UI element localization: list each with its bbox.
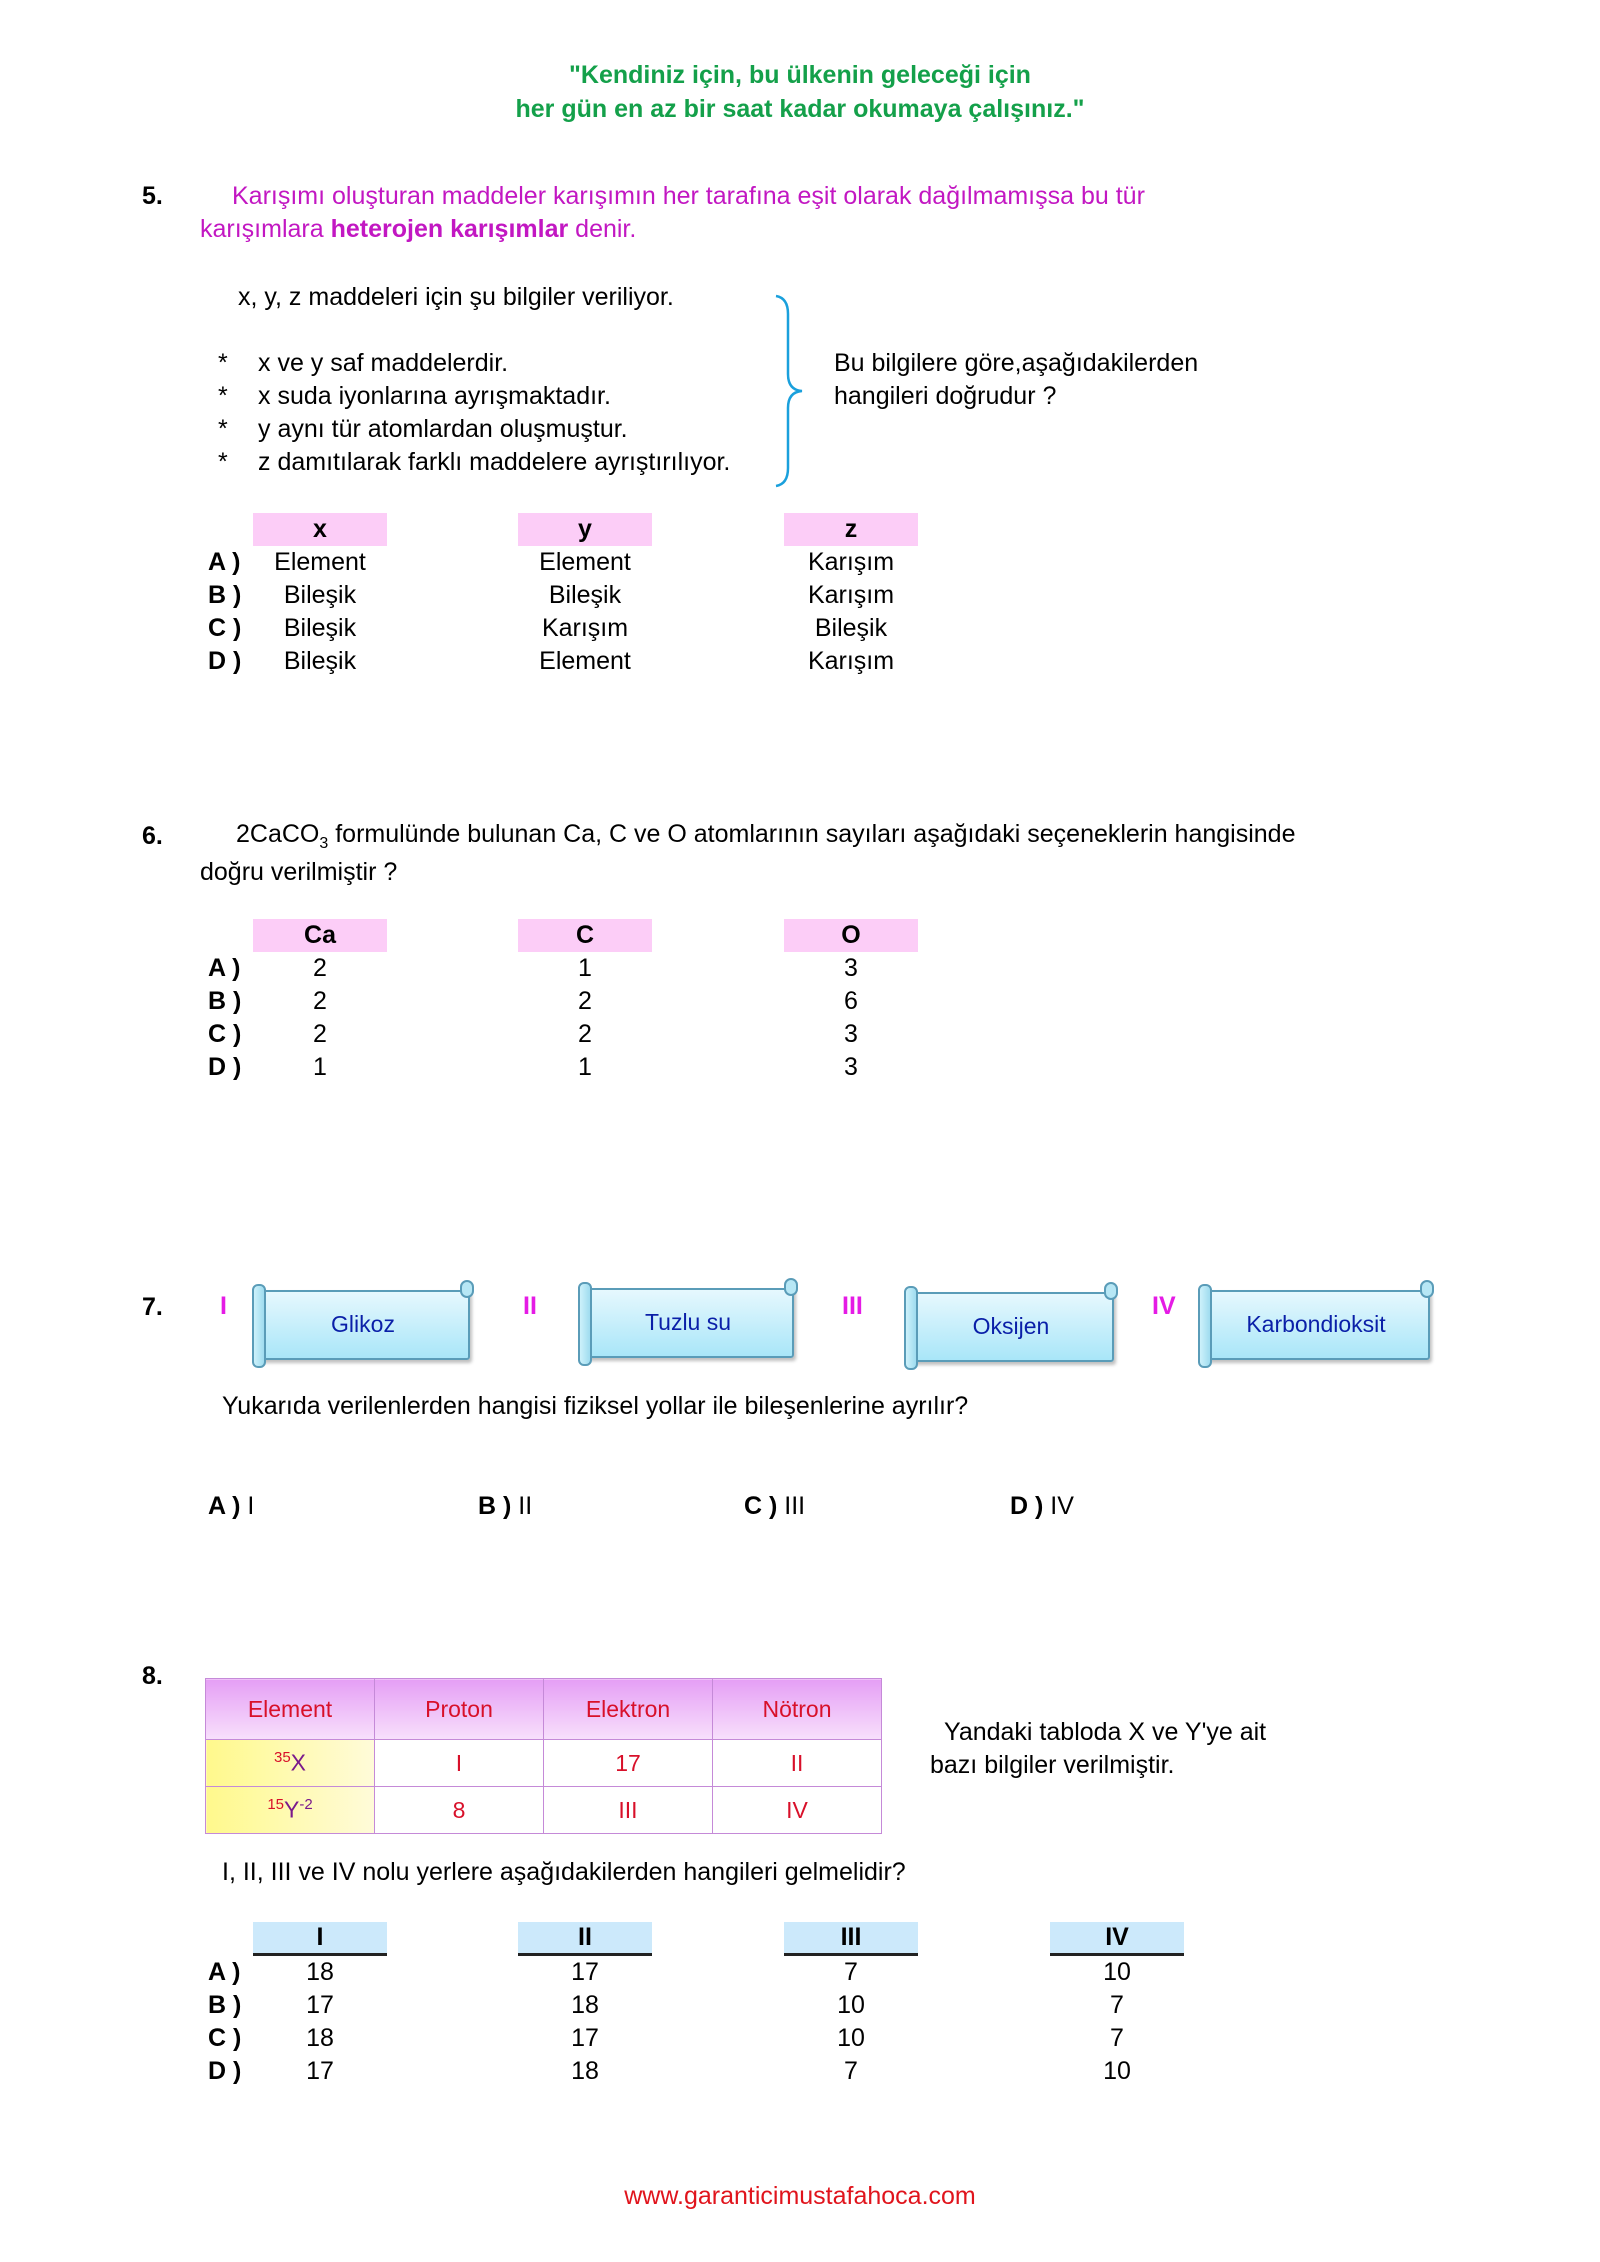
elektron-cell: 17 xyxy=(544,1740,713,1787)
atom-info-table xyxy=(205,1678,882,1834)
scroll-banner-karbondioksit: Karbondioksit xyxy=(1202,1290,1430,1360)
q5-intro-bold-term: heterojen karışımlar xyxy=(330,215,569,243)
option-value: Karışım xyxy=(807,647,895,675)
column-header-z: z xyxy=(784,513,918,546)
option-label: A ) xyxy=(208,954,241,982)
q6-text: formulünde bulunan Ca, C ve O atomlarının sayıları aşağıdaki seçeneklerin hangisinde xyxy=(328,820,1296,848)
element-symbol: Y xyxy=(284,1796,300,1823)
option-value: 1 xyxy=(313,1053,327,1081)
option-value: 7 xyxy=(1110,2024,1124,2052)
q5-intro-line1: Karışımı oluşturan maddeler karışımın her tarafına eşit olarak dağılmamışsa bu tür xyxy=(232,182,1145,210)
q5-intro-post: denir. xyxy=(568,215,637,243)
option-value: 17 xyxy=(306,1991,334,2019)
q8-side-text-line2: bazı bilgiler verilmiştir. xyxy=(930,1751,1175,1779)
curly-brace-icon xyxy=(770,294,810,488)
option-value: 2 xyxy=(313,987,327,1015)
option-label: C ) xyxy=(208,1020,242,1048)
option-label: A ) xyxy=(208,548,241,576)
header-element: Element xyxy=(206,1679,375,1740)
question-number: 6. xyxy=(142,822,163,850)
q5-question-line2: hangileri doğrudur ? xyxy=(834,382,1057,410)
option-value: 10 xyxy=(837,2024,865,2052)
option-value: 10 xyxy=(1103,1958,1131,1986)
elektron-cell: III xyxy=(544,1787,713,1834)
option-label: C ) xyxy=(208,2024,242,2052)
option-value: 3 xyxy=(844,1020,858,1048)
q8-question: I, II, III ve IV nolu yerlere aşağıdakilerden hangileri gelmelidir? xyxy=(222,1858,906,1886)
column-header-o: O xyxy=(784,919,918,952)
option-value: III xyxy=(784,1492,806,1520)
question-number: 7. xyxy=(142,1293,163,1321)
option-label: C ) xyxy=(744,1492,778,1520)
option-value: Bileşik xyxy=(548,581,622,609)
roman-numeral-iv: IV xyxy=(1152,1292,1176,1320)
q7-question: Yukarıda verilenlerden hangisi fiziksel yollar ile bileşenlerine ayrılır? xyxy=(222,1392,969,1420)
option-value: 18 xyxy=(571,1991,599,2019)
column-header-x: x xyxy=(253,513,387,546)
answer-option-a[interactable] xyxy=(208,1490,254,1523)
option-value: Karışım xyxy=(541,614,629,642)
option-value: IV xyxy=(1050,1492,1074,1520)
option-value: 2 xyxy=(578,987,592,1015)
answer-option-d[interactable] xyxy=(1010,1490,1074,1523)
motto-line-2: her gün en az bir saat kadar okumaya çalışınız." xyxy=(515,95,1085,123)
option-label: B ) xyxy=(208,1991,242,2019)
option-value: Bileşik xyxy=(283,647,357,675)
mass-number: 15 xyxy=(267,1796,284,1814)
q5-bullet-mark: * xyxy=(218,382,228,410)
q5-bullet-1: x ve y saf maddelerdir. xyxy=(258,349,509,377)
element-symbol: X xyxy=(290,1749,307,1776)
option-value: Karışım xyxy=(807,548,895,576)
option-value: 2 xyxy=(578,1020,592,1048)
column-header-i: I xyxy=(253,1922,387,1956)
option-value: 18 xyxy=(306,1958,334,1986)
option-value: Karışım xyxy=(807,581,895,609)
q5-intro-line2 xyxy=(200,213,636,246)
footer-website-link[interactable]: www.garanticimustafahoca.com xyxy=(624,2182,976,2210)
option-label: B ) xyxy=(208,581,242,609)
mass-number: 35 xyxy=(273,1749,291,1767)
column-header-ii: II xyxy=(518,1922,652,1956)
q5-bullet-4: z damıtılarak farklı maddelere ayrıştırılıyor. xyxy=(258,448,731,476)
q5-bullet-mark: * xyxy=(218,415,228,443)
column-header-ca: Ca xyxy=(253,919,387,952)
scroll-banner-glikoz: Glikoz xyxy=(256,1290,470,1360)
option-value: Bileşik xyxy=(283,581,357,609)
roman-numeral-iii: III xyxy=(842,1292,863,1320)
option-value: 10 xyxy=(837,1991,865,2019)
proton-cell: 8 xyxy=(375,1787,544,1834)
q8-side-text-line1: Yandaki tabloda X ve Y'ye ait xyxy=(944,1718,1267,1746)
option-label: B ) xyxy=(208,987,242,1015)
scroll-banner-tuzlu-su: Tuzlu su xyxy=(582,1288,794,1358)
option-label: D ) xyxy=(208,1053,242,1081)
motto-line-1: "Kendiniz için, bu ülkenin geleceği için xyxy=(569,61,1031,89)
q5-given-text: x, y, z maddeleri için şu bilgiler veriliyor. xyxy=(238,283,674,311)
option-label: D ) xyxy=(208,647,242,675)
option-value: 7 xyxy=(844,2057,858,2085)
q5-question-line1: Bu bilgilere göre,aşağıdakilerden xyxy=(834,349,1199,377)
column-header-c: C xyxy=(518,919,652,952)
column-header-y: y xyxy=(518,513,652,546)
option-label: A ) xyxy=(208,1958,241,1986)
notron-cell: IV xyxy=(713,1787,882,1834)
table-header-row xyxy=(206,1679,882,1740)
header-elektron: Elektron xyxy=(544,1679,713,1740)
ion-charge: -2 xyxy=(299,1796,313,1814)
option-value: 2 xyxy=(313,1020,327,1048)
option-label: D ) xyxy=(1010,1492,1044,1520)
option-value: 7 xyxy=(844,1958,858,1986)
option-value: 2 xyxy=(313,954,327,982)
option-value: Bileşik xyxy=(814,614,888,642)
table-row xyxy=(206,1740,882,1787)
header-proton: Proton xyxy=(375,1679,544,1740)
q5-bullet-mark: * xyxy=(218,448,228,476)
q5-intro-pre: karışımlara xyxy=(200,215,331,243)
formula: 2CaCO xyxy=(236,820,320,848)
roman-numeral-i: I xyxy=(220,1292,227,1320)
answer-option-c[interactable] xyxy=(744,1490,805,1523)
scroll-banner-oksijen: Oksijen xyxy=(908,1292,1114,1362)
option-value: 6 xyxy=(844,987,858,1015)
option-value: 18 xyxy=(571,2057,599,2085)
option-value: 17 xyxy=(571,1958,599,1986)
option-value: 10 xyxy=(1103,2057,1131,2085)
column-header-iii: III xyxy=(784,1922,918,1956)
option-value: 17 xyxy=(306,2057,334,2085)
option-value: Element xyxy=(539,548,631,576)
formula-subscript: 3 xyxy=(319,835,329,852)
option-value: 3 xyxy=(844,1053,858,1081)
option-value: Bileşik xyxy=(283,614,357,642)
option-value: 18 xyxy=(306,2024,334,2052)
option-value: I xyxy=(247,1492,255,1520)
option-value: II xyxy=(518,1492,533,1520)
option-value: Element xyxy=(539,647,631,675)
header-notron: Nötron xyxy=(713,1679,882,1740)
option-value: 1 xyxy=(578,954,592,982)
option-value: Element xyxy=(274,548,366,576)
option-label: D ) xyxy=(208,2057,242,2085)
notron-cell: II xyxy=(713,1740,882,1787)
q5-bullet-3: y aynı tür atomlardan oluşmuştur. xyxy=(258,415,628,443)
column-header-iv: IV xyxy=(1050,1922,1184,1956)
option-value: 3 xyxy=(844,954,858,982)
element-cell-y xyxy=(206,1787,375,1834)
answer-option-b[interactable] xyxy=(478,1490,532,1523)
q6-text-line1 xyxy=(236,818,1296,860)
option-value: 1 xyxy=(578,1053,592,1081)
q5-bullet-mark: * xyxy=(218,349,228,377)
q5-bullet-2: x suda iyonlarına ayrışmaktadır. xyxy=(258,382,611,410)
element-cell-x xyxy=(206,1740,375,1787)
question-number: 8. xyxy=(142,1662,163,1690)
option-label: B ) xyxy=(478,1492,512,1520)
option-value: 17 xyxy=(571,2024,599,2052)
option-label: A ) xyxy=(208,1492,241,1520)
q6-text-line2: doğru verilmiştir ? xyxy=(200,858,398,886)
proton-cell: I xyxy=(375,1740,544,1787)
option-value: 7 xyxy=(1110,1991,1124,2019)
roman-numeral-ii: II xyxy=(523,1292,537,1320)
question-number: 5. xyxy=(142,182,163,210)
table-row xyxy=(206,1787,882,1834)
option-label: C ) xyxy=(208,614,242,642)
